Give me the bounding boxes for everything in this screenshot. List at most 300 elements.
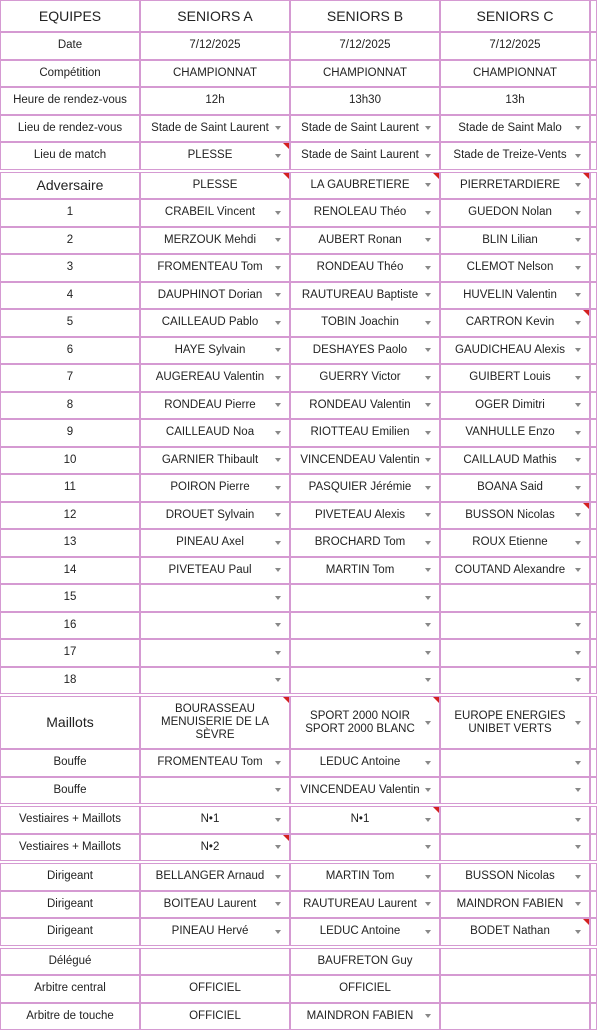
dropdown-arrow-icon[interactable] [425, 902, 431, 906]
dropdown-arrow-icon[interactable] [425, 678, 431, 682]
dropdown-arrow-icon[interactable] [275, 818, 281, 822]
cell-c[interactable] [440, 87, 590, 115]
cell-c[interactable] [440, 419, 590, 447]
dropdown-arrow-icon[interactable] [275, 238, 281, 242]
cell-a[interactable] [140, 60, 290, 88]
dropdown-arrow-icon[interactable] [575, 761, 581, 765]
cell-value: CHAMPIONNAT [322, 66, 408, 79]
cell-a[interactable] [140, 87, 290, 115]
cell-b[interactable] [290, 806, 440, 834]
cell-value: POIRON Pierre [170, 481, 250, 494]
cell-value: VANHULLE Enzo [465, 426, 555, 439]
table-row [0, 529, 597, 557]
cell-c[interactable] [440, 172, 590, 200]
cell-a[interactable] [140, 309, 290, 337]
comment-flag-icon [283, 835, 289, 841]
cell-c[interactable] [440, 918, 590, 946]
cell-value: PLESSE [187, 149, 233, 162]
cell-b[interactable] [290, 32, 440, 60]
cell-c[interactable] [440, 392, 590, 420]
cell-a[interactable] [140, 32, 290, 60]
cell-value: GAUDICHEAU Alexis [455, 343, 565, 356]
cell-b[interactable] [290, 199, 440, 227]
cell-a[interactable] [140, 806, 290, 834]
cell-a[interactable] [140, 115, 290, 143]
cell-a[interactable] [140, 364, 290, 392]
cell-a[interactable] [140, 749, 290, 777]
cell-b[interactable] [290, 891, 440, 919]
cell-b[interactable] [290, 282, 440, 310]
cell-value: MAINDRON FABIEN [306, 1009, 414, 1022]
extra-column-edge [590, 834, 597, 862]
cell-c[interactable] [440, 32, 590, 60]
cell-c[interactable] [440, 142, 590, 170]
dropdown-arrow-icon[interactable] [275, 541, 281, 545]
cell-b[interactable] [290, 1003, 440, 1030]
dropdown-arrow-icon[interactable] [425, 623, 431, 627]
dropdown-arrow-icon[interactable] [425, 788, 431, 792]
dropdown-arrow-icon[interactable] [275, 761, 281, 765]
column-header-label: EQUIPES [38, 7, 102, 24]
dropdown-arrow-icon[interactable] [275, 875, 281, 879]
extra-column-edge [590, 392, 597, 420]
cell-c[interactable] [440, 891, 590, 919]
cell-c[interactable] [440, 584, 590, 612]
table-row [0, 891, 597, 919]
dropdown-arrow-icon[interactable] [425, 154, 431, 158]
row-label-cell [0, 749, 140, 777]
cell-b[interactable] [290, 777, 440, 805]
cell-a[interactable] [140, 777, 290, 805]
cell-value: CAILLEAUD Noa [165, 426, 255, 439]
dropdown-arrow-icon[interactable] [275, 513, 281, 517]
cell-b[interactable] [290, 309, 440, 337]
dropdown-arrow-icon[interactable] [575, 431, 581, 435]
cell-a[interactable] [140, 227, 290, 255]
column-header-3[interactable] [440, 0, 590, 32]
cell-a[interactable] [140, 474, 290, 502]
column-header-label: SENIORS A [177, 7, 253, 24]
cell-c[interactable] [440, 60, 590, 88]
extra-column-edge [590, 806, 597, 834]
cell-a[interactable] [140, 419, 290, 447]
dropdown-arrow-icon[interactable] [425, 238, 431, 242]
cell-a[interactable] [140, 142, 290, 170]
dropdown-arrow-icon[interactable] [575, 403, 581, 407]
cell-value: CAILLAUD Mathis [463, 453, 557, 466]
cell-b[interactable] [290, 447, 440, 475]
extra-column-edge [590, 87, 597, 115]
cell-value: 7/12/2025 [189, 39, 241, 52]
row-label: 1 [66, 206, 74, 219]
cell-value: 12h [205, 94, 225, 107]
dropdown-arrow-icon[interactable] [575, 513, 581, 517]
cell-c[interactable] [440, 529, 590, 557]
cell-value: MARTIN Tom [325, 870, 395, 883]
dropdown-arrow-icon[interactable] [275, 154, 281, 158]
cell-c[interactable] [440, 115, 590, 143]
cell-b[interactable] [290, 87, 440, 115]
cell-a[interactable] [140, 612, 290, 640]
extra-column-edge [590, 975, 597, 1003]
extra-column-edge [590, 749, 597, 777]
dropdown-arrow-icon[interactable] [575, 126, 581, 130]
cell-value: HAYE Sylvain [174, 343, 246, 356]
cell-c[interactable] [440, 364, 590, 392]
dropdown-arrow-icon[interactable] [275, 403, 281, 407]
cell-a[interactable] [140, 557, 290, 585]
table-row [0, 975, 597, 1003]
dropdown-arrow-icon[interactable] [425, 818, 431, 822]
cell-b[interactable] [290, 364, 440, 392]
cell-a[interactable] [140, 584, 290, 612]
dropdown-arrow-icon[interactable] [275, 126, 281, 130]
cell-b[interactable] [290, 667, 440, 695]
table-row [0, 612, 597, 640]
dropdown-arrow-icon[interactable] [275, 568, 281, 572]
extra-column-edge [590, 254, 597, 282]
cell-c[interactable] [440, 502, 590, 530]
cell-a[interactable] [140, 834, 290, 862]
cell-a[interactable] [140, 918, 290, 946]
column-header-label: SENIORS C [476, 7, 554, 24]
row-label-cell [0, 777, 140, 805]
cell-b[interactable] [290, 918, 440, 946]
dropdown-arrow-icon[interactable] [425, 1014, 431, 1018]
dropdown-arrow-icon[interactable] [425, 348, 431, 352]
table-row [0, 696, 597, 749]
cell-c[interactable] [440, 474, 590, 502]
dropdown-arrow-icon[interactable] [425, 321, 431, 325]
extra-column-edge [590, 115, 597, 143]
dropdown-arrow-icon[interactable] [575, 818, 581, 822]
comment-flag-icon [583, 503, 589, 509]
cell-value: PLESSE [192, 178, 238, 191]
extra-column-edge [590, 529, 597, 557]
cell-c[interactable] [440, 777, 590, 805]
cell-value: PINEAU Hervé [171, 925, 249, 938]
cell-value: BOURASSEAU MENUISERIE DE LA SÈVRE [161, 703, 269, 741]
row-label: 18 [63, 673, 77, 686]
dropdown-arrow-icon[interactable] [575, 902, 581, 906]
cell-c[interactable] [440, 975, 590, 1003]
cell-c[interactable] [440, 612, 590, 640]
dropdown-arrow-icon[interactable] [575, 266, 581, 270]
dropdown-arrow-icon[interactable] [425, 845, 431, 849]
dropdown-arrow-icon[interactable] [275, 678, 281, 682]
dropdown-arrow-icon[interactable] [425, 651, 431, 655]
cell-b[interactable] [290, 502, 440, 530]
dropdown-arrow-icon[interactable] [425, 930, 431, 934]
cell-value: 13h30 [349, 94, 381, 107]
extra-column-edge [590, 60, 597, 88]
cell-b[interactable] [290, 474, 440, 502]
cell-a[interactable] [140, 337, 290, 365]
cell-a[interactable] [140, 254, 290, 282]
dropdown-arrow-icon[interactable] [575, 788, 581, 792]
row-label: 4 [66, 288, 74, 301]
dropdown-arrow-icon[interactable] [575, 154, 581, 158]
comment-flag-icon [433, 173, 439, 179]
cell-b[interactable] [290, 142, 440, 170]
row-label: 9 [66, 426, 74, 439]
cell-c[interactable] [440, 1003, 590, 1030]
dropdown-arrow-icon[interactable] [575, 623, 581, 627]
cell-a[interactable] [140, 199, 290, 227]
cell-value: RENOLEAU Théo [313, 206, 407, 219]
dropdown-arrow-icon[interactable] [275, 293, 281, 297]
cell-a[interactable] [140, 447, 290, 475]
cell-value: RONDEAU Pierre [164, 398, 256, 411]
dropdown-arrow-icon[interactable] [425, 458, 431, 462]
dropdown-arrow-icon[interactable] [575, 568, 581, 572]
cell-b[interactable] [290, 584, 440, 612]
dropdown-arrow-icon[interactable] [575, 458, 581, 462]
dropdown-arrow-icon[interactable] [575, 238, 581, 242]
dropdown-arrow-icon[interactable] [275, 486, 281, 490]
row-label-cell [0, 60, 140, 88]
table-row [0, 227, 597, 255]
dropdown-arrow-icon[interactable] [275, 930, 281, 934]
row-label-cell [0, 639, 140, 667]
cell-b[interactable] [290, 419, 440, 447]
row-label-cell [0, 337, 140, 365]
cell-b[interactable] [290, 834, 440, 862]
cell-value: 13h [505, 94, 525, 107]
dropdown-arrow-icon[interactable] [575, 541, 581, 545]
cell-c[interactable] [440, 834, 590, 862]
row-label: Vestiaires + Maillots [19, 813, 121, 826]
cell-b[interactable] [290, 696, 440, 749]
table-row [0, 337, 597, 365]
cell-b[interactable] [290, 337, 440, 365]
cell-b[interactable] [290, 392, 440, 420]
table-row [0, 172, 597, 200]
cell-c[interactable] [440, 227, 590, 255]
cell-value: N•1 [350, 813, 370, 826]
dropdown-arrow-icon[interactable] [275, 623, 281, 627]
cell-value: N•1 [200, 813, 220, 826]
cell-c[interactable] [440, 557, 590, 585]
cell-c[interactable] [440, 749, 590, 777]
row-label: Dirigeant [46, 870, 94, 883]
cell-a[interactable] [140, 863, 290, 891]
cell-c[interactable] [440, 447, 590, 475]
cell-c[interactable] [440, 309, 590, 337]
cell-a[interactable] [140, 891, 290, 919]
dropdown-arrow-icon[interactable] [275, 902, 281, 906]
dropdown-arrow-icon[interactable] [425, 403, 431, 407]
column-header-2[interactable] [290, 0, 440, 32]
cell-value: BELLANGER Arnaud [155, 870, 265, 883]
column-header-1[interactable] [140, 0, 290, 32]
extra-column-edge [590, 0, 597, 32]
cell-a[interactable] [140, 696, 290, 749]
extra-column-edge [590, 309, 597, 337]
cell-value: BUSSON Nicolas [465, 870, 555, 883]
row-label: Lieu de rendez-vous [17, 121, 123, 134]
table-row [0, 364, 597, 392]
cell-c[interactable] [440, 337, 590, 365]
row-label: 15 [63, 591, 77, 604]
dropdown-arrow-icon[interactable] [425, 513, 431, 517]
row-label-cell [0, 667, 140, 695]
dropdown-arrow-icon[interactable] [575, 875, 581, 879]
dropdown-arrow-icon[interactable] [425, 431, 431, 435]
extra-column-edge [590, 172, 597, 200]
dropdown-arrow-icon[interactable] [275, 845, 281, 849]
dropdown-arrow-icon[interactable] [425, 183, 431, 187]
extra-column-edge [590, 863, 597, 891]
cell-b[interactable] [290, 612, 440, 640]
dropdown-arrow-icon[interactable] [275, 431, 281, 435]
cell-value: BLIN Lilian [482, 233, 538, 246]
cell-b[interactable] [290, 975, 440, 1003]
dropdown-arrow-icon[interactable] [425, 541, 431, 545]
comment-flag-icon [583, 173, 589, 179]
cell-a[interactable] [140, 948, 290, 976]
extra-column-edge [590, 364, 597, 392]
comment-flag-icon [433, 697, 439, 703]
dropdown-arrow-icon[interactable] [425, 875, 431, 879]
cell-c[interactable] [440, 199, 590, 227]
cell-b[interactable] [290, 254, 440, 282]
row-label-cell [0, 364, 140, 392]
cell-value: OGER Dimitri [475, 398, 545, 411]
comment-flag-icon [583, 919, 589, 925]
extra-column-edge [590, 32, 597, 60]
dropdown-arrow-icon[interactable] [575, 930, 581, 934]
dropdown-arrow-icon[interactable] [275, 348, 281, 352]
cell-b[interactable] [290, 749, 440, 777]
column-header-0[interactable] [0, 0, 140, 32]
dropdown-arrow-icon[interactable] [425, 211, 431, 215]
cell-a[interactable] [140, 392, 290, 420]
cell-c[interactable] [440, 696, 590, 749]
cell-c[interactable] [440, 948, 590, 976]
cell-value: Stade de Saint Malo [458, 121, 562, 134]
cell-value: PINEAU Axel [176, 536, 244, 549]
cell-a[interactable] [140, 529, 290, 557]
cell-c[interactable] [440, 863, 590, 891]
comment-flag-icon [283, 697, 289, 703]
comment-flag-icon [283, 173, 289, 179]
cell-value: AUBERT Ronan [318, 233, 402, 246]
dropdown-arrow-icon[interactable] [425, 376, 431, 380]
cell-value: PIERRETARDIERE [459, 178, 561, 191]
dropdown-arrow-icon[interactable] [275, 458, 281, 462]
cell-a[interactable] [140, 172, 290, 200]
cell-value: BODET Nathan [470, 925, 550, 938]
cell-value: PIVETEAU Alexis [314, 508, 406, 521]
cell-c[interactable] [440, 254, 590, 282]
extra-column-edge [590, 502, 597, 530]
dropdown-arrow-icon[interactable] [425, 486, 431, 490]
cell-a[interactable] [140, 1003, 290, 1030]
row-label-cell [0, 309, 140, 337]
cell-c[interactable] [440, 639, 590, 667]
row-label-cell [0, 502, 140, 530]
cell-value: ROUX Etienne [472, 536, 548, 549]
table-row [0, 392, 597, 420]
cell-b[interactable] [290, 557, 440, 585]
dropdown-arrow-icon[interactable] [275, 321, 281, 325]
dropdown-arrow-icon[interactable] [275, 651, 281, 655]
row-label-cell [0, 948, 140, 976]
dropdown-arrow-icon[interactable] [575, 486, 581, 490]
dropdown-arrow-icon[interactable] [275, 596, 281, 600]
dropdown-arrow-icon[interactable] [275, 266, 281, 270]
cell-b[interactable] [290, 227, 440, 255]
cell-value: Stade de Saint Laurent [301, 121, 419, 134]
cell-value: Stade de Saint Laurent [151, 121, 269, 134]
cell-b[interactable] [290, 639, 440, 667]
dropdown-arrow-icon[interactable] [575, 321, 581, 325]
table-row [0, 142, 597, 170]
table-row [0, 639, 597, 667]
dropdown-arrow-icon[interactable] [275, 211, 281, 215]
dropdown-arrow-icon[interactable] [575, 845, 581, 849]
cell-a[interactable] [140, 667, 290, 695]
dropdown-arrow-icon[interactable] [425, 761, 431, 765]
cell-a[interactable] [140, 502, 290, 530]
cell-value: GUIBERT Louis [469, 371, 551, 384]
cell-value: LEDUC Antoine [319, 756, 401, 769]
header-row [0, 0, 597, 32]
dropdown-arrow-icon[interactable] [575, 651, 581, 655]
dropdown-arrow-icon[interactable] [425, 126, 431, 130]
row-label-cell [0, 142, 140, 170]
dropdown-arrow-icon[interactable] [575, 721, 581, 725]
cell-value: AUGEREAU Valentin [155, 371, 265, 384]
dropdown-arrow-icon[interactable] [275, 376, 281, 380]
row-label-cell [0, 557, 140, 585]
cell-a[interactable] [140, 975, 290, 1003]
cell-a[interactable] [140, 282, 290, 310]
dropdown-arrow-icon[interactable] [575, 678, 581, 682]
row-label: Arbitre de touche [26, 1009, 114, 1022]
cell-b[interactable] [290, 60, 440, 88]
dropdown-arrow-icon[interactable] [425, 266, 431, 270]
dropdown-arrow-icon[interactable] [575, 183, 581, 187]
dropdown-arrow-icon[interactable] [425, 721, 431, 725]
cell-value: SPORT 2000 NOIR SPORT 2000 BLANC [305, 709, 415, 735]
cell-value: TOBIN Joachin [321, 316, 399, 329]
cell-b[interactable] [290, 529, 440, 557]
cell-value: MAINDRON FABIEN [456, 897, 564, 910]
dropdown-arrow-icon[interactable] [575, 348, 581, 352]
cell-b[interactable] [290, 172, 440, 200]
extra-column-edge [590, 282, 597, 310]
dropdown-arrow-icon[interactable] [425, 568, 431, 572]
cell-b[interactable] [290, 115, 440, 143]
cell-b[interactable] [290, 948, 440, 976]
cell-value: 7/12/2025 [339, 39, 391, 52]
dropdown-arrow-icon[interactable] [575, 376, 581, 380]
row-label: Heure de rendez-vous [13, 94, 127, 107]
cell-b[interactable] [290, 863, 440, 891]
dropdown-arrow-icon[interactable] [575, 293, 581, 297]
dropdown-arrow-icon[interactable] [575, 211, 581, 215]
cell-c[interactable] [440, 282, 590, 310]
dropdown-arrow-icon[interactable] [425, 293, 431, 297]
dropdown-arrow-icon[interactable] [425, 596, 431, 600]
cell-c[interactable] [440, 806, 590, 834]
cell-a[interactable] [140, 639, 290, 667]
cell-c[interactable] [440, 667, 590, 695]
table-row [0, 419, 597, 447]
dropdown-arrow-icon[interactable] [275, 788, 281, 792]
